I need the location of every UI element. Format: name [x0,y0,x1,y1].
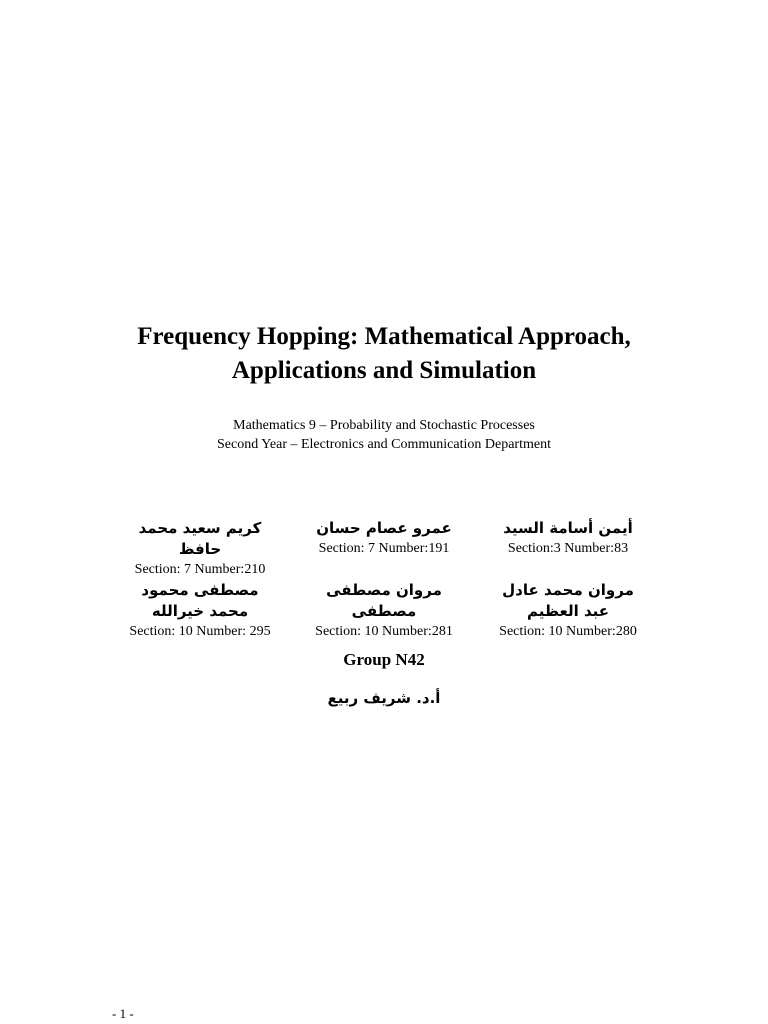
title-line-1: Frequency Hopping: Mathematical Approach, [137,323,631,350]
author-section-number: Section: 7 Number:210 [134,562,266,577]
author-name: مروان محمد عادل عبد العظيم [502,581,634,620]
author-section-number: Section: 7 Number:191 [318,541,450,556]
authors-grid [108,518,660,642]
page-number: - 1 - [112,1006,134,1021]
document-title [0,320,768,388]
author-name: أيمن أسامة السيد [503,519,633,537]
author-name: عمرو عصام حسان [316,519,452,537]
course-name: Mathematics 9 – Probability and Stochastic Processes [233,418,535,433]
author-1 [108,518,292,580]
department-name: Second Year – Electronics and Communication Department [217,437,551,452]
author-name: كريم سعيد محمد حافظ [138,519,262,558]
author-name: مروان مصطفى مصطفى [326,581,442,620]
author-section-number: Section: 10 Number:281 [315,624,453,639]
author-section-number: Section: 10 Number: 295 [129,624,271,639]
author-name: مصطفى محمود محمد خيرالله [141,581,259,620]
author-2 [292,518,476,580]
author-3 [476,518,660,580]
supervisor-name: أ.د. شريف ربيع [327,689,441,707]
author-section-number: Section: 10 Number:280 [499,624,637,639]
author-5 [292,580,476,642]
author-4 [108,580,292,642]
title-line-2: Applications and Simulation [231,357,537,384]
course-info [0,416,768,454]
author-6 [476,580,660,642]
author-section-number: Section:3 Number:83 [507,541,629,556]
group-label: Group N42 [343,650,425,669]
